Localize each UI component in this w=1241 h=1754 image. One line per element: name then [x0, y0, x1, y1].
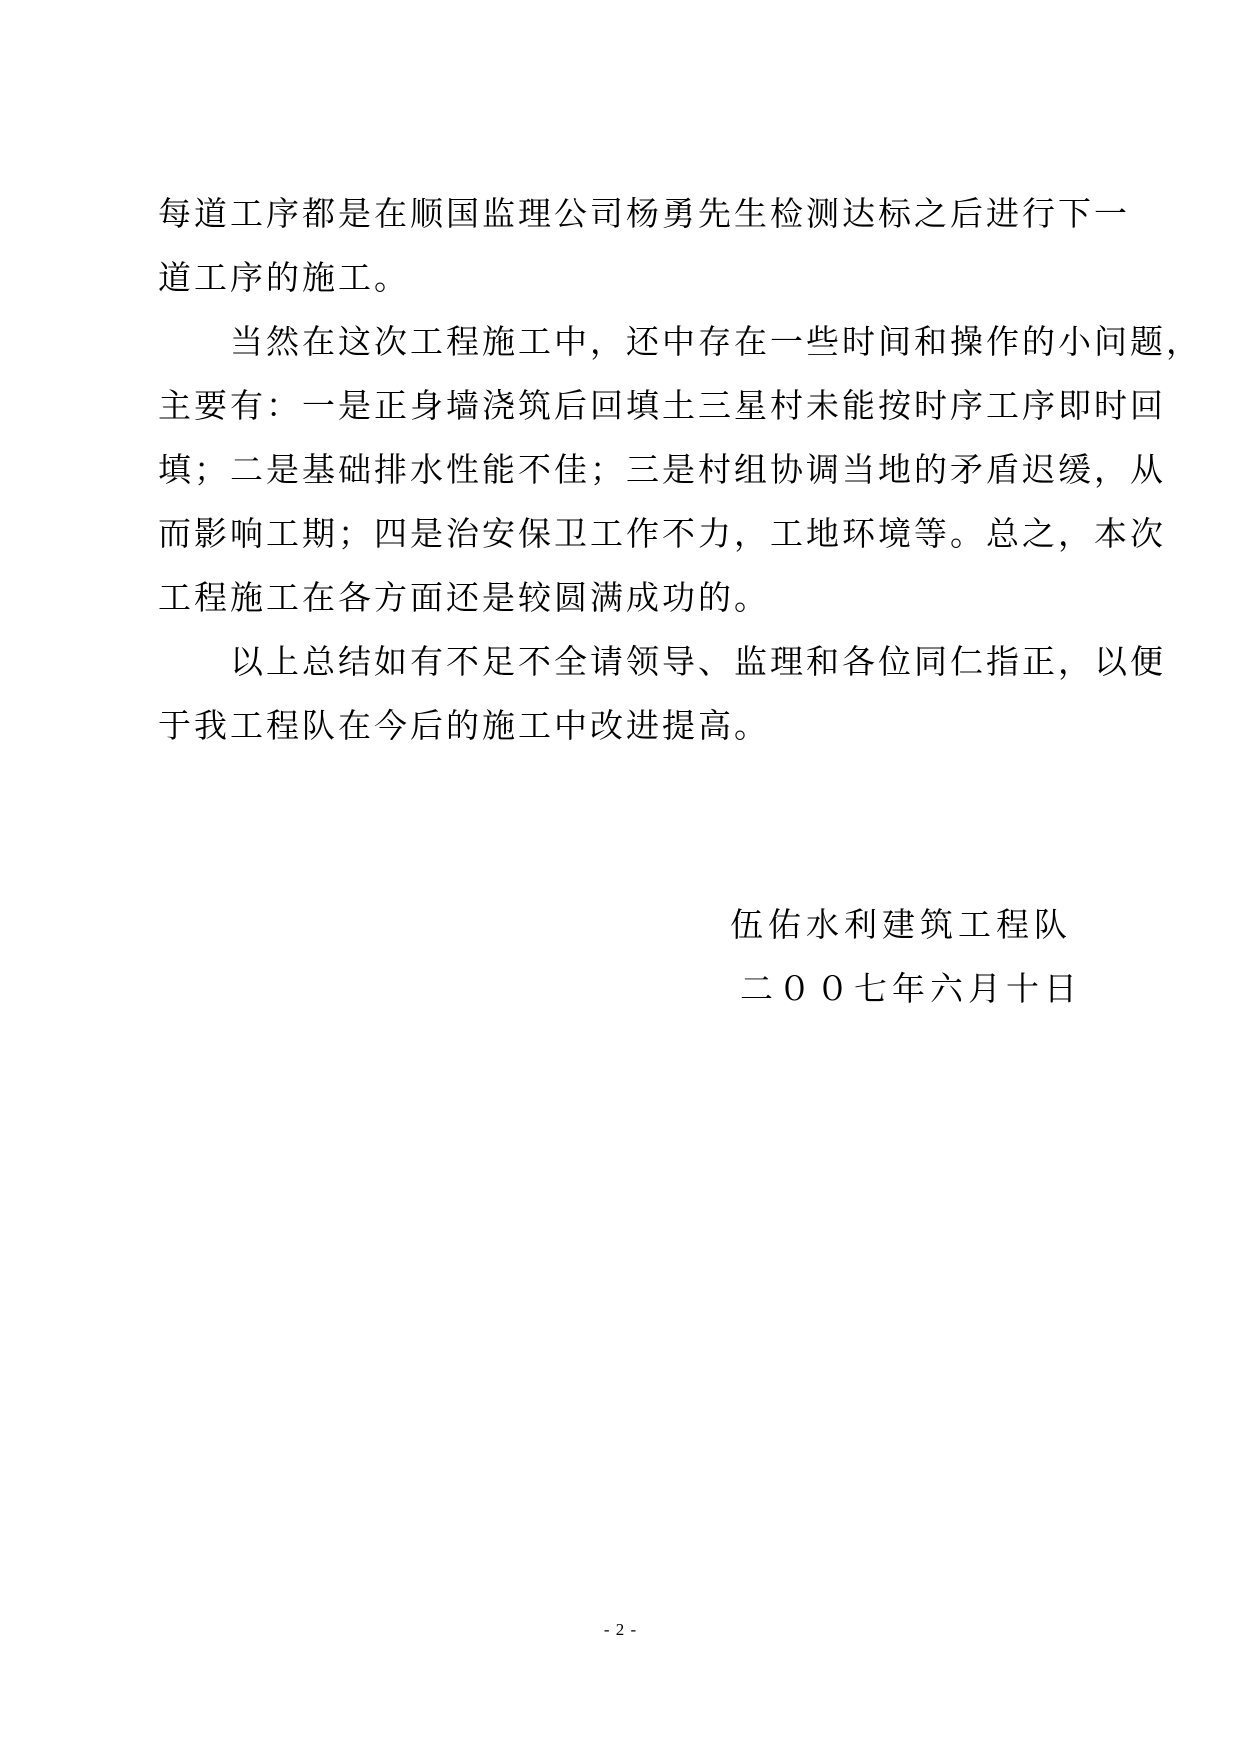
paragraph-1 [158, 182, 1130, 310]
text-line: 于我工程队在今后的施工中改进提高。 [158, 706, 770, 745]
page-number: - 2 - [603, 1620, 638, 1639]
text-line: 工程施工在各方面还是较圆满成功的。 [158, 578, 770, 617]
text-line: 而影响工期；四是治安保卫工作不力，工地环境等。总之，本次 [158, 514, 1166, 553]
text-line: 当然在这次工程施工中，还中存在一些时间和操作的小问题， [158, 322, 1202, 361]
signature-organization: 伍佑水利建筑工程队 [730, 905, 1072, 944]
signature-block [730, 893, 1082, 1021]
text-line: 每道工序都是在顺国监理公司杨勇先生检测达标之后进行下一 [158, 194, 1130, 233]
paragraph-2 [158, 310, 1202, 630]
text-line: 以上总结如有不足不全请领导、监理和各位同仁指正，以便 [158, 642, 1166, 681]
paragraph-3 [158, 630, 1166, 758]
body-text [158, 182, 1202, 758]
signature-date: 二００七年六月十日 [740, 969, 1082, 1008]
text-line: 道工序的施工。 [158, 258, 410, 297]
text-line: 主要有：一是正身墙浇筑后回填土三星村未能按时序工序即时回 [158, 386, 1166, 425]
text-line: 填；二是基础排水性能不佳；三是村组协调当地的矛盾迟缓，从 [158, 450, 1166, 489]
